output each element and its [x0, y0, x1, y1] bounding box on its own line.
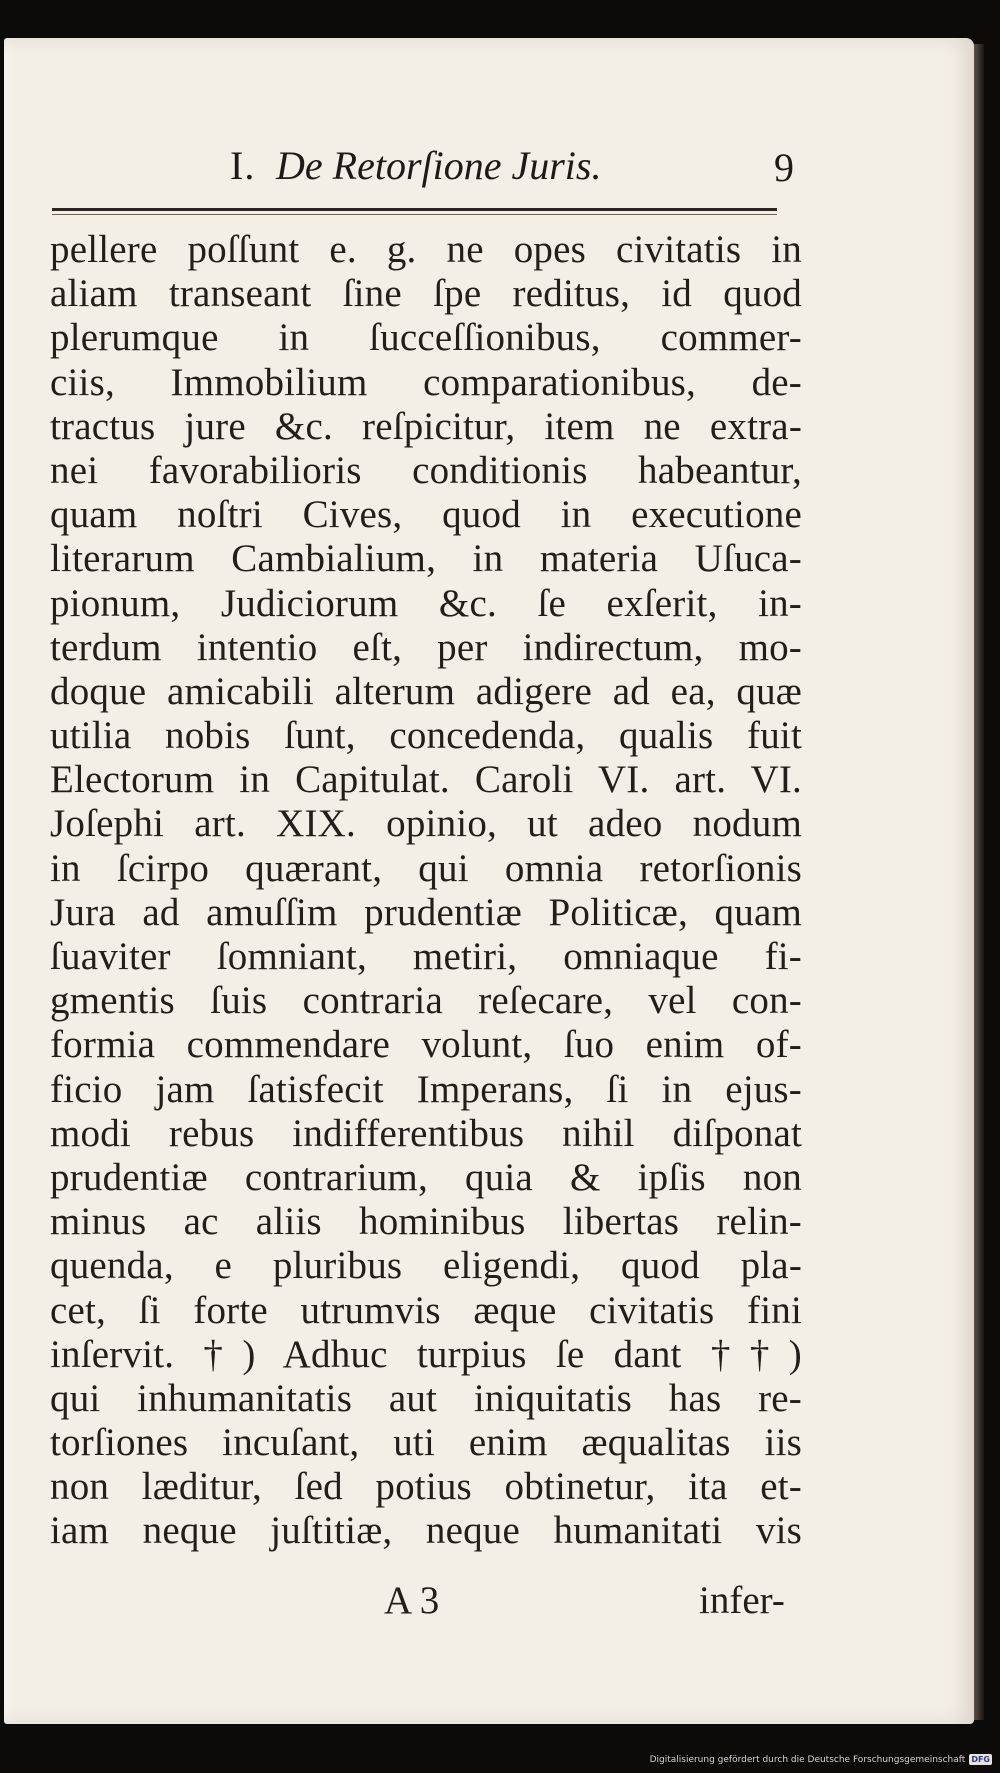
running-header [4, 122, 974, 192]
text-line: iam neque juſtitiæ, neque humanitati vis [50, 1509, 802, 1553]
text-line: terdum intentio eſt, per indirectum, mo- [50, 625, 802, 669]
page-footer [4, 1578, 974, 1626]
credit-text: Digitalisierung gefördert durch die Deutsche Forschungsgemeinschaft [649, 1754, 966, 1765]
text-line: non læditur, ſed potius obtinetur, ita et- [50, 1465, 802, 1509]
text-line: quenda, e pluribus eligendi, quod pla- [50, 1244, 802, 1288]
text-line: inſervit. †) Adhuc turpius ſe dant ††) [50, 1332, 802, 1376]
text-line: pellere poſſunt e. g. ne opes civitatis in [50, 228, 802, 271]
dfg-logo-icon: DFG [971, 1755, 990, 1764]
digitization-credit [650, 1754, 992, 1765]
catchword: infer- [699, 1579, 785, 1622]
page-edge-shadow [974, 44, 984, 1720]
header-chapter-numeral: I. [230, 143, 256, 188]
text-line: plerumque in ſucceſſionibus, commer- [50, 316, 802, 360]
body-text [50, 228, 802, 1554]
text-line: pionum, Judiciorum &c. ſe exſerit, in- [50, 581, 802, 625]
text-line: ſuaviter ſomniant, metiri, omniaque fi- [50, 935, 802, 978]
text-line: torſiones incuſant, uti enim æqualitas iis [50, 1421, 802, 1465]
text-line: aliam transeant ſine ſpe reditus, id quod [50, 272, 802, 316]
text-line: prudentiæ contrarium, quia & ipſis non [50, 1155, 802, 1199]
text-line: ficio jam ſatisfecit Imperans, ſi in ejus- [50, 1067, 802, 1111]
text-line: modi rebus indifferentibus nihil diſponat [50, 1111, 802, 1155]
text-line: tractus jure &c. reſpicitur, item ne extra- [50, 404, 802, 448]
signature-mark: A 3 [384, 1579, 440, 1622]
text-line: doque amicabili alterum adigere ad ea, quæ [50, 669, 802, 713]
text-line: gmentis ſuis contraria reſecare, vel con- [50, 979, 802, 1023]
text-line: Jura ad amuſſim prudentiæ Politicæ, quam [50, 890, 802, 934]
text-line: qui inhumanitatis aut iniquitatis has re- [50, 1376, 802, 1420]
text-line: ciis, Immobilium comparationibus, de- [50, 360, 802, 404]
book-page [4, 38, 974, 1724]
text-line: quam noſtri Cives, quod in executione [50, 493, 802, 537]
text-line: cet, ſi forte utrumvis æque civitatis fini [50, 1288, 802, 1332]
text-line: utilia nobis ſunt, concedenda, qualis fuit [50, 714, 802, 758]
text-line: Joſephi art. XIX. opinio, ut adeo nodum [50, 802, 802, 846]
text-line: literarum Cambialium, in materia Uſuca- [50, 537, 802, 581]
text-line: minus ac aliis hominibus libertas relin- [50, 1200, 802, 1244]
header-rule [52, 208, 777, 211]
text-line: nei favorabilioris conditionis habeantur, [50, 448, 802, 492]
text-line: formia commendare volunt, ſuo enim of- [50, 1023, 802, 1067]
header-running-title: De Retorſione Juris. [276, 143, 602, 188]
text-line: Electorum in Capitulat. Caroli VI. art. VI. [50, 758, 802, 802]
header-rule-thin [52, 214, 777, 215]
page-number: 9 [774, 145, 794, 190]
text-line: in ſcirpo quærant, qui omnia retorſionis [50, 846, 802, 890]
